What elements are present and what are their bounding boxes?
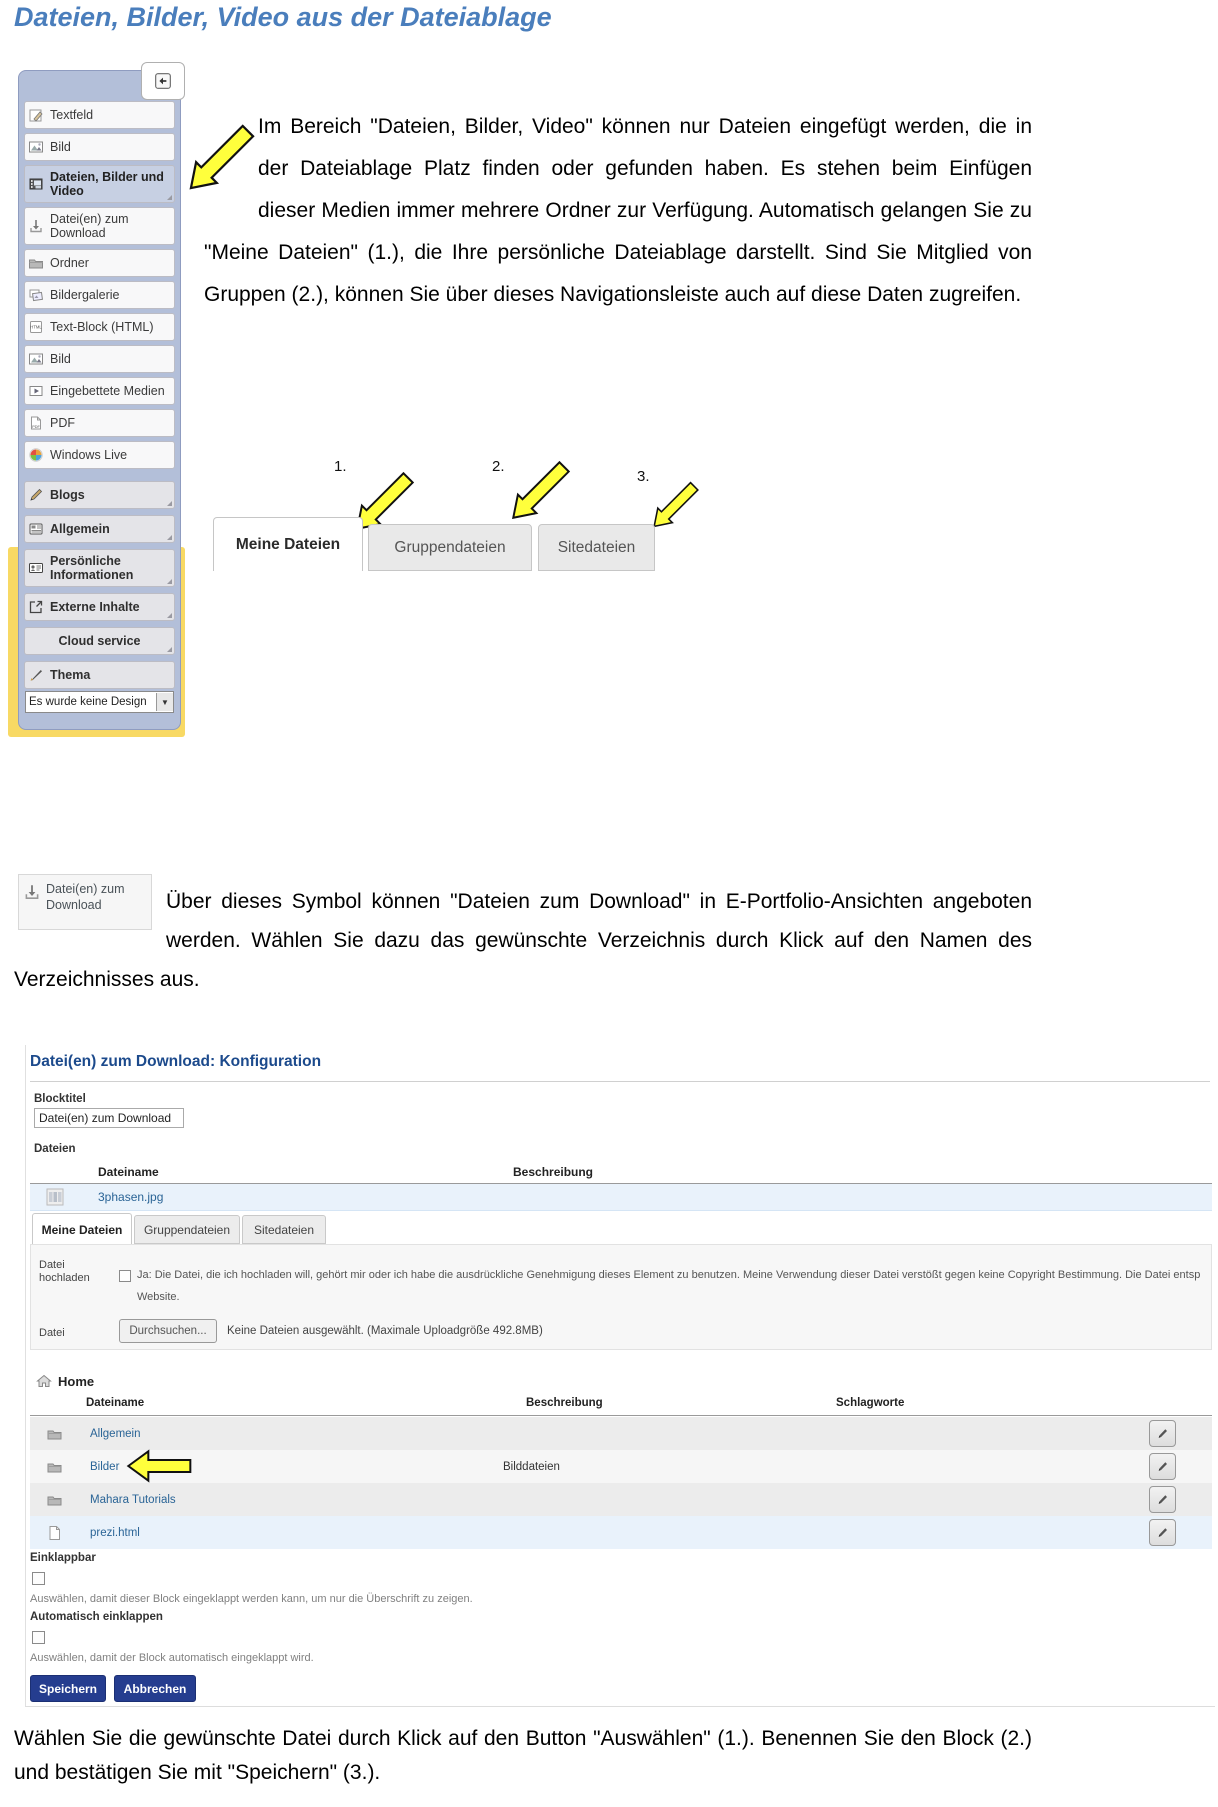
save-button[interactable]: [30, 1675, 106, 1702]
annotation-2: 2.: [492, 458, 505, 475]
folder-link[interactable]: Bilder: [90, 1460, 120, 1473]
config-tab-gruppendateien[interactable]: [134, 1215, 240, 1244]
sidebar-item-textfeld[interactable]: [24, 101, 175, 129]
theme-brush-icon: [28, 667, 44, 683]
image-thumbnail-icon: [46, 1188, 64, 1206]
config-tab-sitedateien[interactable]: [242, 1215, 326, 1244]
sidebar-section-externe-inhalte[interactable]: [24, 593, 175, 621]
consent-checkbox[interactable]: [119, 1270, 131, 1282]
download-paragraph-text: Über dieses Symbol können "Dateien zum Download" in E-Portfolio-Ansichten angeboten werden. Wählen Sie dazu das gewünschte Verzeichnis durch Klick auf den Namen des Verzeichnisses aus.: [14, 890, 1032, 991]
resize-grip: [167, 501, 172, 506]
edit-button[interactable]: [1149, 1486, 1176, 1513]
table-row-bilder[interactable]: [30, 1450, 1212, 1483]
sidebar-item-eingebettete-medien[interactable]: [24, 377, 175, 405]
tab-meine-dateien[interactable]: [213, 517, 363, 571]
download-box-line2: Download: [46, 898, 102, 912]
table-row-allgemein[interactable]: [30, 1417, 1212, 1450]
file-icon: [46, 1525, 63, 1541]
table-row-prezi-html[interactable]: [30, 1516, 1212, 1549]
auto-einklappen-help: Auswählen, damit der Block automatisch eingeklappt wird.: [30, 1652, 314, 1664]
blocktitel-input[interactable]: [34, 1108, 184, 1128]
config-tab-meine-dateien[interactable]: [32, 1213, 132, 1245]
upload-label-line2: hochladen: [39, 1272, 90, 1284]
download-box-line1: Datei(en) zum: [46, 882, 125, 896]
arrow-3-icon: [650, 477, 702, 532]
edit-button[interactable]: [1149, 1453, 1176, 1480]
home-col-schlagworte: Schlagworte: [836, 1397, 905, 1409]
sidebar-item-label: PDF: [50, 416, 75, 430]
dateien-label: Dateien: [34, 1143, 76, 1155]
page-title: Dateien, Bilder, Video aus der Dateiablage: [14, 2, 552, 32]
sidebar-item-windows-live[interactable]: [24, 441, 175, 469]
textfield-icon: [28, 107, 44, 123]
resize-grip: [167, 195, 172, 200]
upload-panel: [30, 1244, 1212, 1350]
sidebar-item-label: Bild: [50, 140, 71, 154]
windows-live-icon: [28, 447, 44, 463]
tab-gruppendateien[interactable]: [368, 524, 532, 571]
edit-button[interactable]: [1149, 1420, 1176, 1447]
intro-paragraph-text: Im Bereich "Dateien, Bilder, Video" können nur Dateien eingefügt werden, die in der Dateiablage Platz finden oder gefunden haben. Es stehen beim Einfügen dieser Medien immer mehrere Ordner zur Verfügung. Automatisch gelangen Sie zu "Meine Dateien" (1.), die Ihre persönliche Dateiablage darstellt. Sind Sie Mitglied von Gruppen (2.), können Sie über dieses Navigationsleiste auch auf diese Daten zugreifen.: [204, 115, 1032, 306]
sidebar-item-dateien-bilder-video[interactable]: [24, 165, 175, 203]
sidebar-item-label: Windows Live: [50, 448, 128, 462]
sidebar-section-persoenliche-informationen[interactable]: [24, 549, 175, 587]
sidebar-item-bild-2[interactable]: [24, 345, 175, 373]
selected-file-link[interactable]: 3phasen.jpg: [98, 1190, 164, 1204]
sidebar-item-label: Bild: [50, 352, 71, 366]
sidebar-collapse-tab[interactable]: [141, 62, 185, 100]
browse-button[interactable]: [119, 1319, 217, 1343]
cancel-button-label: Abbrechen: [123, 1681, 187, 1696]
resize-grip: [167, 613, 172, 618]
home-col-dateiname: Dateiname: [86, 1397, 145, 1409]
arrow-spacer: [204, 106, 258, 192]
consent-text-line2: Website.: [137, 1291, 180, 1303]
annotation-3: 3.: [637, 468, 650, 485]
folder-icon: [46, 1426, 63, 1442]
tab-label: Sitedateien: [253, 1222, 315, 1237]
edit-button[interactable]: [1149, 1519, 1176, 1546]
sidebar-section-cloud-service[interactable]: [24, 627, 175, 655]
chevron-down-icon[interactable]: ▼: [156, 693, 173, 711]
html-icon: [28, 319, 44, 335]
image-icon: [28, 139, 44, 155]
pdf-icon: [28, 415, 44, 431]
external-content-icon: [28, 599, 44, 615]
sidebar-item-label: Ordner: [50, 256, 89, 270]
blocktitel-label: Blocktitel: [34, 1093, 86, 1105]
folder-icon: [46, 1459, 63, 1475]
files-col-dateiname: Dateiname: [98, 1165, 159, 1179]
arrow-to-bilder-folder: [111, 1446, 207, 1486]
collapse-left-icon: [154, 72, 172, 90]
folder-icon: [28, 255, 44, 271]
sidebar-item-label: Text-Block (HTML): [50, 320, 154, 334]
folder-link[interactable]: Allgemein: [90, 1427, 141, 1440]
sidebar-section-label: Thema: [50, 668, 91, 682]
annotation-1: 1.: [334, 458, 347, 475]
einklappbar-help: Auswählen, damit dieser Block eingeklappt werden kann, um nur die Überschrift zu zeigen.: [30, 1593, 473, 1605]
table-row-mahara-tutorials[interactable]: [30, 1483, 1212, 1516]
tab-sitedateien[interactable]: [538, 524, 655, 571]
tab-label: Meine Dateien: [41, 1222, 123, 1237]
row-description: Bilddateien: [503, 1460, 560, 1473]
sidebar-section-thema[interactable]: [24, 661, 175, 689]
closing-paragraph-text: Wählen Sie die gewünschte Datei durch Klick auf den Button "Auswählen" (1.). Benennen Sie den Block (2.) und bestätigen Sie mit "Speichern" (3.).: [14, 1727, 1032, 1784]
auto-einklappen-label: Automatisch einklappen: [30, 1611, 163, 1623]
tab-label: Gruppendateien: [394, 538, 506, 556]
resize-grip: [167, 535, 172, 540]
upload-label-line1: Datei: [39, 1259, 65, 1271]
sidebar-section-label: Blogs: [50, 488, 85, 502]
home-header-rule: [30, 1415, 1212, 1416]
closing-paragraph: [14, 1722, 1032, 1790]
resize-grip: [167, 579, 172, 584]
save-button-label: Speichern: [38, 1681, 98, 1696]
sidebar-item-bild[interactable]: [24, 133, 175, 161]
theme-dropdown[interactable]: [25, 691, 174, 713]
sidebar-section-label: Allgemein: [50, 522, 110, 536]
consent-text: Ja: Die Datei, die ich hochladen will, gehört mir oder ich habe die ausdrückliche Genehmigung dieses Element zu benutzen. Meine Verwendung dieser Datei verstößt gegen keine Copyright Bestimmung. Die Datei entsp: [137, 1269, 1201, 1281]
sidebar-item-pdf[interactable]: [24, 409, 175, 437]
house-icon: [36, 1373, 52, 1389]
sidebar-item-label: Bildergalerie: [50, 288, 120, 302]
resize-grip: [167, 647, 172, 652]
gallery-icon: [28, 287, 44, 303]
files-col-beschreibung: Beschreibung: [513, 1165, 594, 1179]
file-label: Datei: [39, 1327, 65, 1339]
sidebar-item-label: Eingebettete Medien: [50, 384, 165, 398]
sidebar-section-label: Cloud service: [58, 634, 141, 648]
icon-box-spacer: [14, 882, 166, 924]
browse-button-label: Durchsuchen...: [129, 1325, 207, 1337]
media-files-icon: [28, 176, 44, 192]
sidebar-item-text-block-html[interactable]: [24, 313, 175, 341]
theme-dropdown-value: Es wurde keine Design: [29, 696, 147, 708]
download-paragraph: [14, 882, 1032, 999]
home-label: Home: [58, 1373, 95, 1389]
sidebar-item-label: Datei(en) zum Download: [50, 212, 129, 240]
blogs-icon: [28, 487, 44, 503]
embedded-media-icon: [28, 383, 44, 399]
block-sidebar: [18, 70, 181, 730]
config-dialog: [25, 1045, 1215, 1707]
folder-link[interactable]: Mahara Tutorials: [90, 1493, 176, 1506]
no-file-text: Keine Dateien ausgewählt. (Maximale Uploadgröße 492.8MB): [227, 1325, 543, 1337]
home-breadcrumb[interactable]: [36, 1373, 94, 1389]
image-icon: [28, 351, 44, 367]
sidebar-item-ordner[interactable]: [24, 249, 175, 277]
sidebar-item-label: Dateien, Bilder und Video: [50, 170, 164, 198]
sidebar-section-label: Externe Inhalte: [50, 600, 140, 614]
general-icon: [28, 521, 44, 537]
personal-info-icon: [28, 560, 44, 576]
tab-label: Gruppendateien: [143, 1222, 231, 1237]
sidebar-section-blogs[interactable]: [24, 481, 175, 509]
einklappbar-label: Einklappbar: [30, 1552, 96, 1564]
selected-file-row[interactable]: [30, 1184, 1212, 1211]
sidebar-item-label: Textfeld: [50, 108, 94, 122]
intro-paragraph: [204, 106, 1032, 316]
einklappbar-checkbox[interactable]: [32, 1572, 45, 1585]
sidebar-section-label: Persönliche Informationen: [50, 554, 134, 582]
tab-label: Meine Dateien: [235, 535, 341, 553]
arrow-2-icon: [508, 455, 574, 525]
download-icon: [28, 218, 44, 234]
svg-text:HTML: HTML: [30, 324, 42, 330]
svg-text:PDF: PDF: [32, 425, 40, 429]
home-col-beschreibung: Beschreibung: [526, 1397, 603, 1409]
cancel-button[interactable]: [114, 1675, 196, 1702]
folder-icon: [46, 1492, 63, 1508]
file-link[interactable]: prezi.html: [90, 1526, 140, 1539]
sidebar-gap: [24, 473, 175, 481]
config-title: Datei(en) zum Download: Konfiguration: [30, 1053, 1210, 1082]
sidebar-item-datei-zum-download[interactable]: [24, 207, 175, 245]
sidebar-section-allgemein[interactable]: [24, 515, 175, 543]
auto-einklappen-checkbox[interactable]: [32, 1631, 45, 1644]
sidebar-item-bildergalerie[interactable]: [24, 281, 175, 309]
tab-label: Sitedateien: [557, 538, 636, 556]
